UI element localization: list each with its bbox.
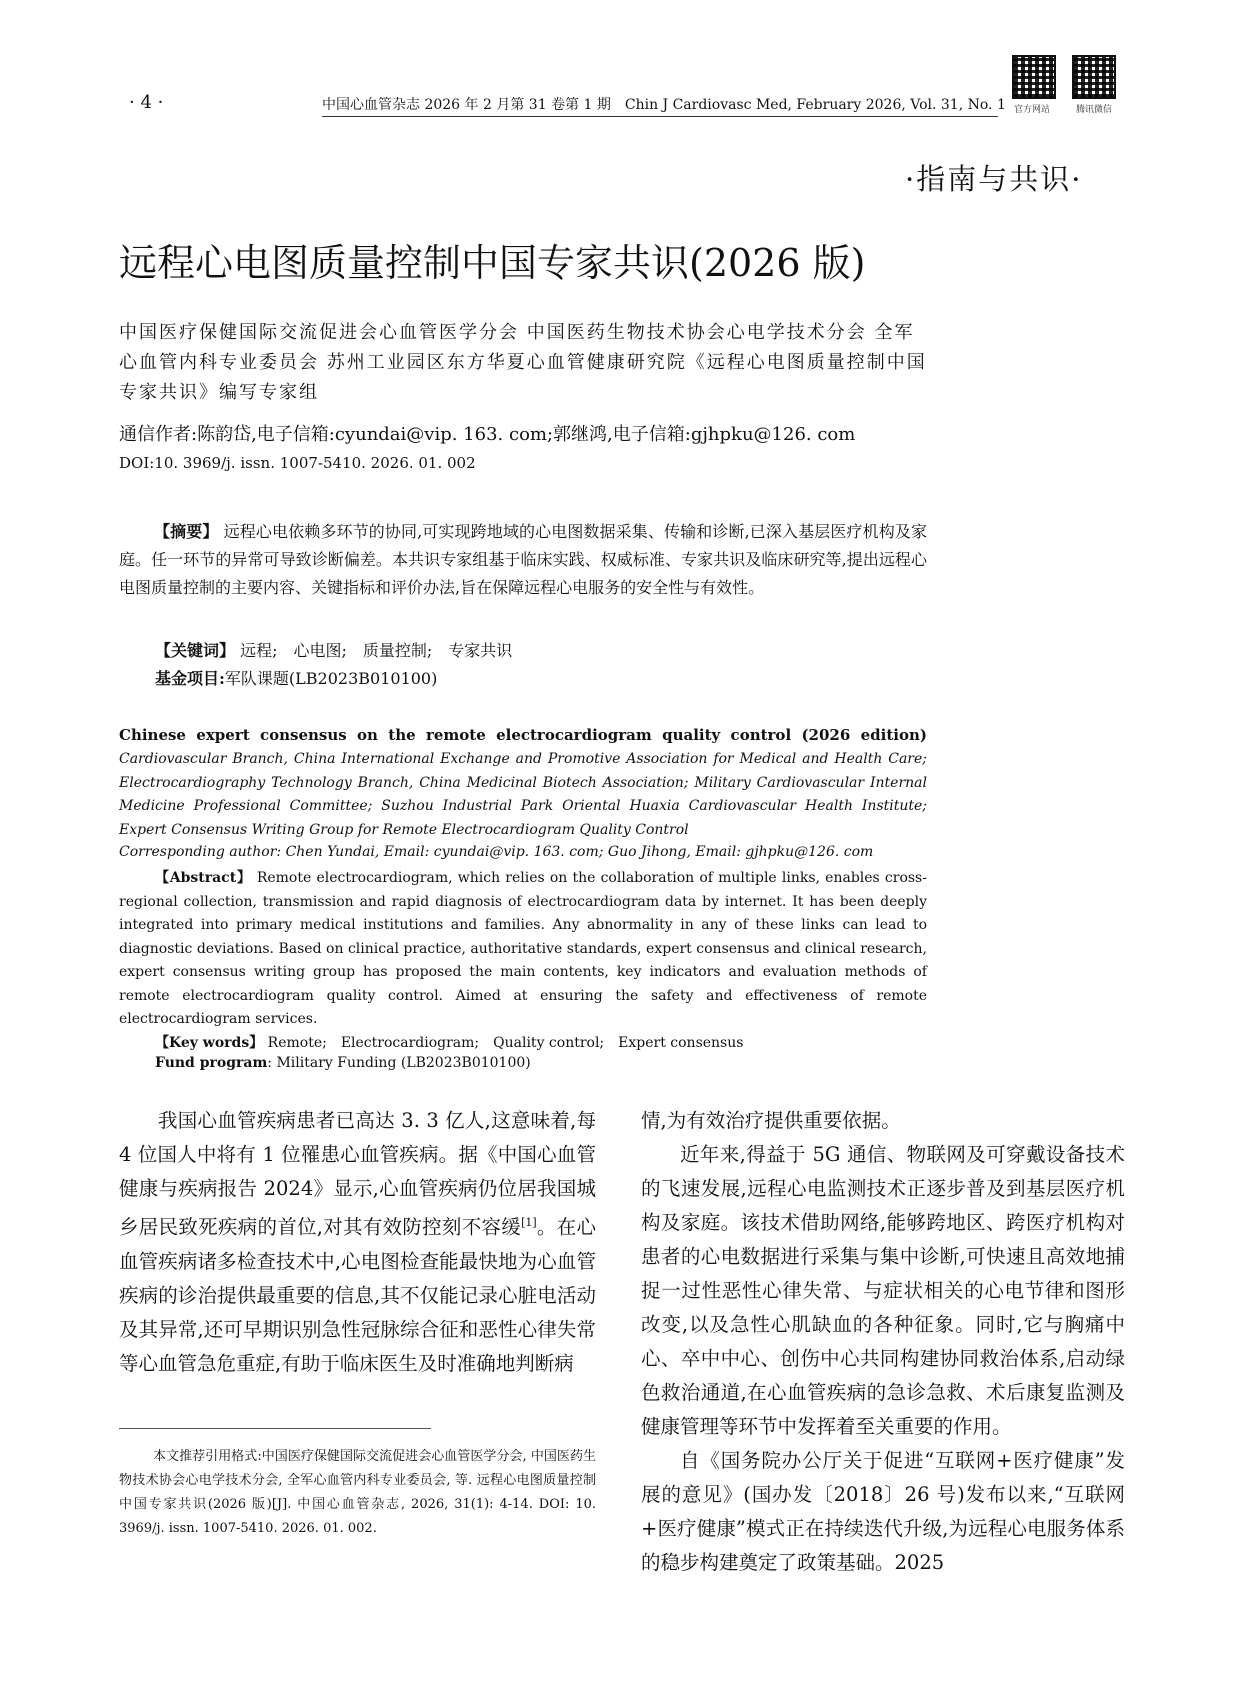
body-paragraph [119,1104,596,1381]
reference-1: [1] [521,1216,537,1229]
en-affiliations: Cardiovascular Branch, China International Exchange and Promotive Association for Medical and Health Care; Electrocardiography Technology Branch, China Medicinal Biotech Association; Military Cardiovascular Internal Medicine Professional Committee; Suzhou Industrial Park Oriental Huaxia Cardiovascular Health Institute; Expert Consensus Writing Group for Remote Electrocardiogram Quality Control [119,751,927,838]
en-title: Chinese expert consensus on the remote electrocardiogram quality control (2026 edition) [119,726,927,744]
correspondence: 通信作者:陈韵岱,电子信箱:cyundai@vip. 163. com;郭继鸿,电子信箱:gjhpku@126. com [119,424,856,445]
zh-fund [155,666,437,689]
qr-code-wechat-icon [1072,55,1116,99]
zh-abstract-label: 【摘要】 [154,522,219,541]
zh-abstract [119,518,927,602]
zh-keywords-label: 【关键词】 [155,641,236,660]
en-keywords [155,1032,743,1052]
journal-citation-header: 中国心血管杂志 2026 年 2 月第 31 卷第 1 期 Chin J Cardiovasc Med, February 2026, Vol. 31, No. 1 [322,94,998,117]
citation-footnote: 本文推荐引用格式:中国医疗保健国际交流促进会心血管医学分会, 中国医药生物技术协会心电学技术分会, 全军心血管内科专业委员会, 等. 远程心电图质量控制中国专家共识(2026 版)[J]. 中国心血管杂志, 2026, 31(1): 4-14. DOI: 10. 3969/j. issn. 1007-5410. 2026. 01. 002. [119,1449,596,1536]
en-corresponding: Corresponding author: Chen Yundai, Email: cyundai@vip. 163. com; Guo Jihong, Email: gjhpku@126. com [119,844,874,860]
en-fund-label: Fund program [155,1055,268,1071]
en-fund [155,1055,531,1071]
en-keywords-label: 【Key words】 [155,1035,264,1051]
en-abstract [119,867,927,1032]
body-text: 我国心血管疾病患者已高达 3. 3 亿人,这意味着,每 4 位国人中将有 1 位罹患心血管疾病。据《中国心血管健康与疾病报告 2024》显示,心血管疾病仍位居我国城乡居民致死疾病的首位,对其有效防控刻不容缓 [119,1109,596,1239]
body-text: 。在心血管疾病诸多检查技术中,心电图检查能最快地为心血管疾病的诊治提供最重要的信息,其不仅能记录心脏电活动及其异常,还可早期识别急性冠脉综合征和恶性心律失常等心血管急危重症,有助于临床医生及时准确地判断病 [119,1215,596,1375]
author-groups: 中国医疗保健国际交流促进会心血管医学分会 中国医药生物技术协会心电学技术分会 全军心血管内科专业委员会 苏州工业园区东方华夏心血管健康研究院《远程心电图质量控制中国专家共识》编写专家组 [119,322,927,403]
en-abstract-label: 【Abstract】 [155,870,252,886]
zh-keywords [155,638,512,661]
body-right-column [641,1104,1125,1580]
footnote-divider [119,1428,431,1429]
en-keywords-text: Remote; Electrocardiogram; Quality control; Expert consensus [267,1035,744,1051]
qr-code-website-icon [1012,55,1056,99]
qr-label-website: 官方网站 [1014,105,1051,115]
qr-label-wechat: 腾讯微信 [1076,105,1113,115]
body-left-column [119,1104,596,1381]
body-paragraph: 近年来,得益于 5G 通信、物联网及可穿戴设备技术的飞速发展,远程心电监测技术正逐步普及到基层医疗机构及家庭。该技术借助网络,能够跨地区、跨医疗机构对患者的心电数据进行采集与集中诊断,可快速且高效地捕捉一过性恶性心律失常、与症状相关的心电节律和图形改变,以及急性心肌缺血的各种征象。同时,它与胸痛中心、卒中中心、创伤中心共同构建协同救治体系,启动绿色救治通道,在心血管疾病的急诊急救、术后康复监测及健康管理等环节中发挥着至关重要的作用。 [641,1143,1125,1438]
body-paragraph: 情,为有效治疗提供重要依据。 [641,1109,901,1132]
zh-fund-label: 基金项目: [155,669,225,688]
body-paragraph: 自《国务院办公厅关于促进“互联网+医疗健康”发展的意见》(国办发〔2018〕26 号)发布以来,“互联网+医疗健康”模式正在持续迭代升级,为远程心电服务体系的稳步构建奠定了政策基础。2025 [641,1449,1125,1574]
page-number: · 4 · [129,92,164,113]
section-tag: ·指南与共识· [905,162,1083,196]
zh-abstract-text: 远程心电依赖多环节的协同,可实现跨地域的心电图数据采集、传输和诊断,已深入基层医疗机构及家庭。任一环节的异常可导致诊断偏差。本共识专家组基于临床实践、权威标准、专家共识及临床研究等,提出远程心电图质量控制的主要内容、关键指标和评价办法,旨在保障远程心电服务的安全性与有效性。 [119,522,927,597]
zh-keywords-text: 远程; 心电图; 质量控制; 专家共识 [240,641,513,660]
en-abstract-text: Remote electrocardiogram, which relies on the collaboration of multiple links, enables cross-regional collection, transmission and rapid diagnosis of electrocardiogram data by internet. It has been deeply integrated into primary medical institutions and families. Any abnormality in any of these links can lead to diagnostic deviations. Based on clinical practice, authoritative standards, expert consensus and clinical research, expert consensus writing group has proposed the main contents, key indicators and evaluation methods of remote electrocardiogram quality control. Aimed at ensuring the safety and effectiveness of remote electrocardiogram services. [119,870,927,1027]
zh-fund-text: 军队课题(LB2023B010100) [224,669,438,688]
en-fund-text: : Military Funding (LB2023B010100) [267,1055,531,1071]
doi: DOI:10. 3969/j. issn. 1007-5410. 2026. 01. 002 [119,454,476,472]
article-title: 远程心电图质量控制中国专家共识(2026 版) [119,241,866,285]
